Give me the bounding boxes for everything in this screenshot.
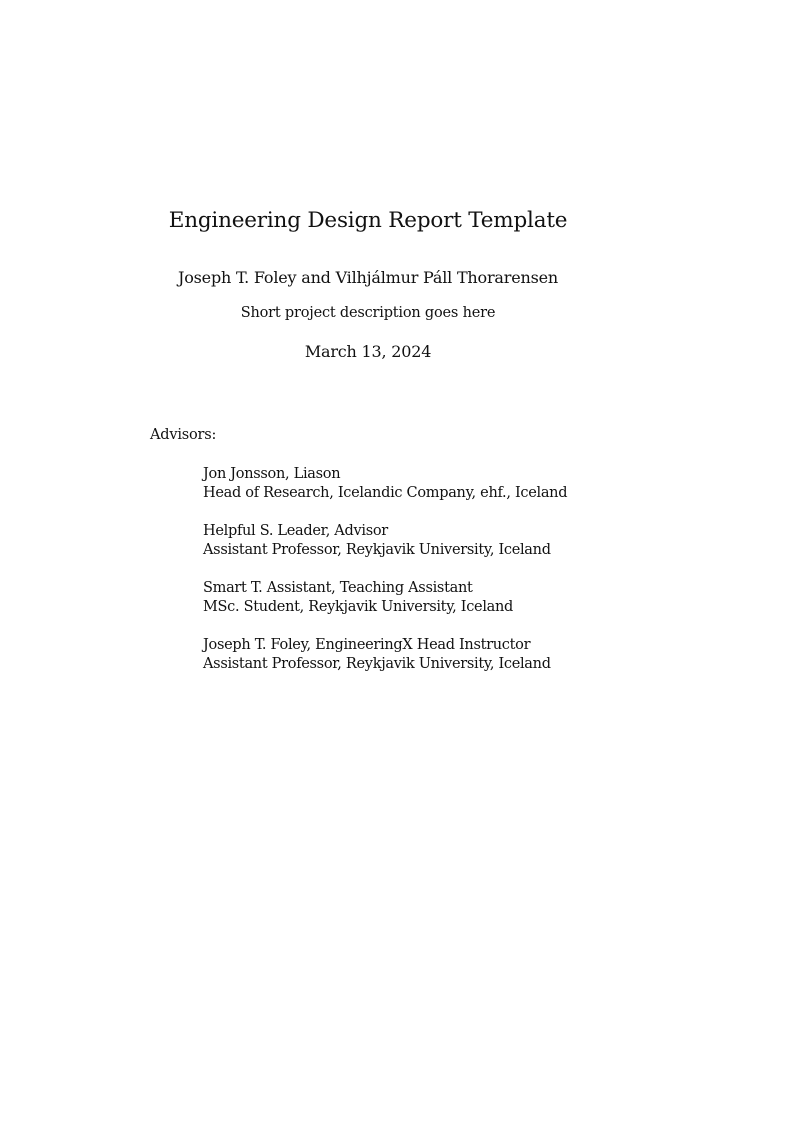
advisor-entry <box>203 636 551 674</box>
advisor-entry <box>203 579 513 617</box>
advisor-affiliation: Head of Research, Icelandic Company, ehf., Iceland <box>203 485 568 501</box>
advisors-label: Advisors: <box>150 427 217 443</box>
advisor-name-role: Smart T. Assistant, Teaching Assistant <box>203 580 473 596</box>
project-description: Short project description goes here <box>240 305 496 321</box>
advisor-entry <box>203 522 551 560</box>
advisor-name-role: Jon Jonsson, Liason <box>203 466 341 482</box>
advisor-affiliation: Assistant Professor, Reykjavik University, Iceland <box>203 542 551 558</box>
document-title: Engineering Design Report Template <box>168 208 568 233</box>
document-authors: Joseph T. Foley and Vilhjálmur Páll Thorarensen <box>178 268 558 287</box>
advisor-entry <box>203 465 567 503</box>
advisor-name-role: Helpful S. Leader, Advisor <box>203 523 388 539</box>
advisor-name-role: Joseph T. Foley, EngineeringX Head Instructor <box>203 637 531 653</box>
advisor-affiliation: Assistant Professor, Reykjavik University, Iceland <box>203 656 551 672</box>
advisor-affiliation: MSc. Student, Reykjavik University, Iceland <box>203 599 514 615</box>
document-date: March 13, 2024 <box>304 342 432 361</box>
